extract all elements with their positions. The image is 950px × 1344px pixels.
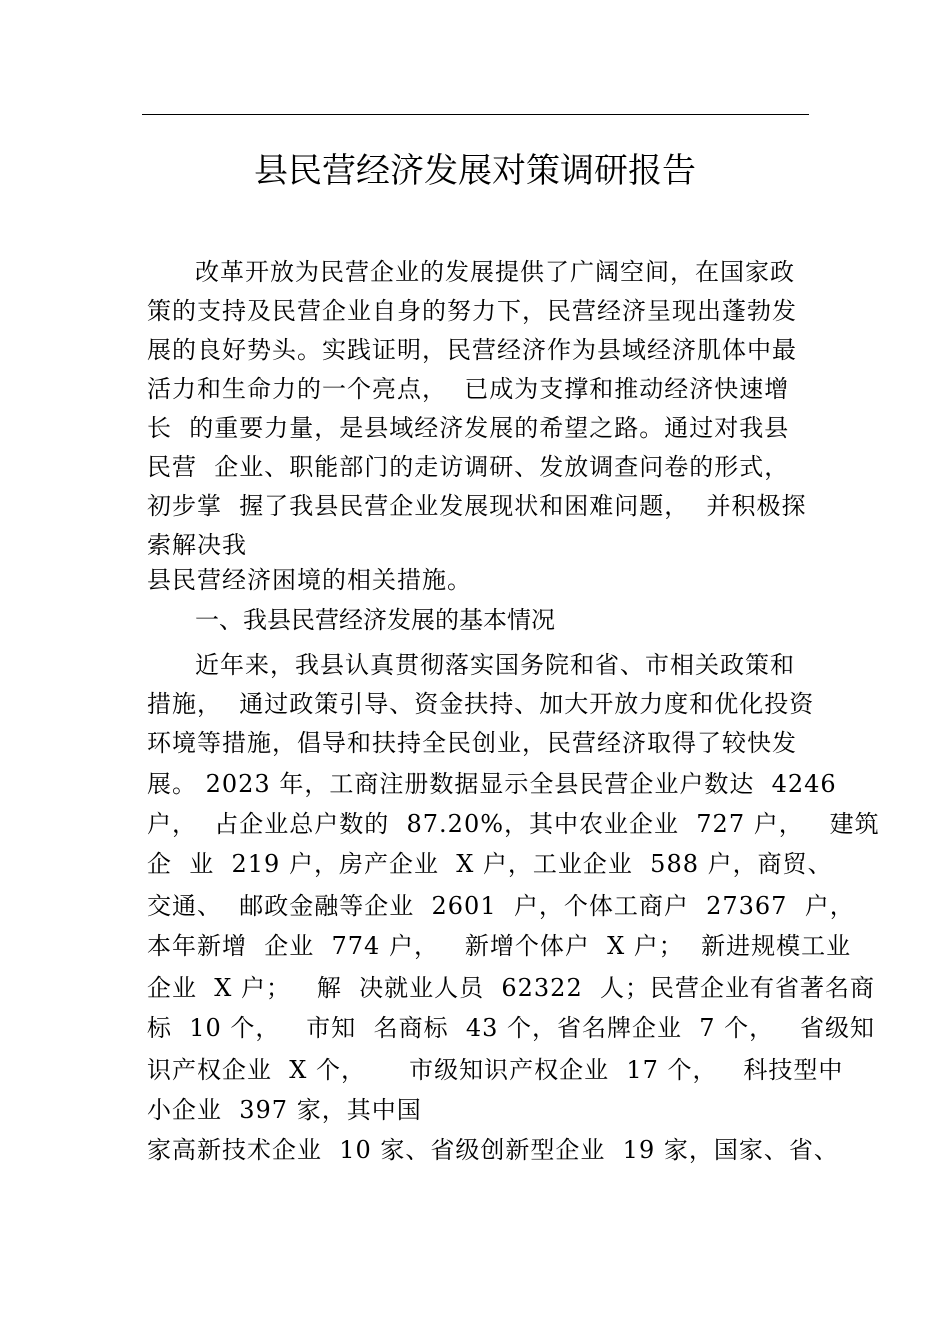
section1-line-3: 环境等措施，倡导和扶持全民创业，民营经济取得了较快发: [147, 729, 797, 757]
section1-line-8: 本年新增 企业 774 户， 新增个体户 X 户； 新进规模工业: [147, 932, 852, 960]
section1-line-6: 企 业 219 户，房产企业 X 户，工业企业 588 户，商贸、: [147, 850, 833, 878]
section1-line-9: 企业 X 户； 解 决就业人员 62322 人；民营企业有省著名商: [147, 974, 875, 1002]
intro-line-7: 初步掌 握了我县民营企业发展现状和困难问题， 并积极探: [147, 492, 807, 520]
intro-line-3: 展的良好势头。实践证明，民营经济作为县域经济肌体中最: [147, 336, 797, 364]
intro-line-5: 长 的重要力量，是县域经济发展的希望之路。通过对我县: [147, 414, 790, 442]
section-heading: 一、我县民营经济发展的基本情况: [195, 606, 555, 634]
intro-line-4: 活力和生命力的一个亮点， 已成为支撑和推动经济快速增: [147, 375, 790, 403]
section1-line-7: 交通、 邮政金融等企业 2601 户，个体工商户 27367 户，: [147, 892, 855, 920]
intro-line-6: 民营 企业、职能部门的走访调研、发放调查问卷的形式，: [147, 453, 790, 481]
section1-line-2: 措施， 通过政策引导、资金扶持、加大开放力度和优化投资: [147, 690, 815, 718]
intro-line-9: 县民营经济困境的相关措施。: [147, 566, 472, 594]
section1-line-1: 近年来，我县认真贯彻落实国务院和省、市相关政策和: [195, 651, 795, 679]
section1-line-5: 户， 占企业总户数的 87.20%，其中农业企业 727 户， 建筑: [147, 810, 880, 838]
section1-line-10: 标 10 个， 市知 名商标 43 个，省名牌企业 7 个， 省级知: [147, 1014, 876, 1042]
intro-line-2: 策的支持及民营企业自身的努力下，民营经济呈现出蓬勃发: [147, 297, 797, 325]
section1-line-12: 小企业 397 家，其中国: [147, 1096, 422, 1124]
document-title: 县民营经济发展对策调研报告: [254, 151, 696, 191]
intro-line-8: 索解决我: [147, 531, 247, 559]
section1-line-13: 家高新技术企业 10 家、省级创新型企业 19 家，国家、省、: [147, 1136, 839, 1164]
section1-line-11: 识产权企业 X 个， 市级知识产权企业 17 个， 科技型中: [147, 1056, 844, 1084]
header-rule: [142, 114, 809, 115]
intro-line-1: 改革开放为民营企业的发展提供了广阔空间，在国家政: [195, 258, 795, 286]
section1-line-4: 展。 2023 年，工商注册数据显示全县民营企业户数达 4246: [147, 770, 837, 798]
